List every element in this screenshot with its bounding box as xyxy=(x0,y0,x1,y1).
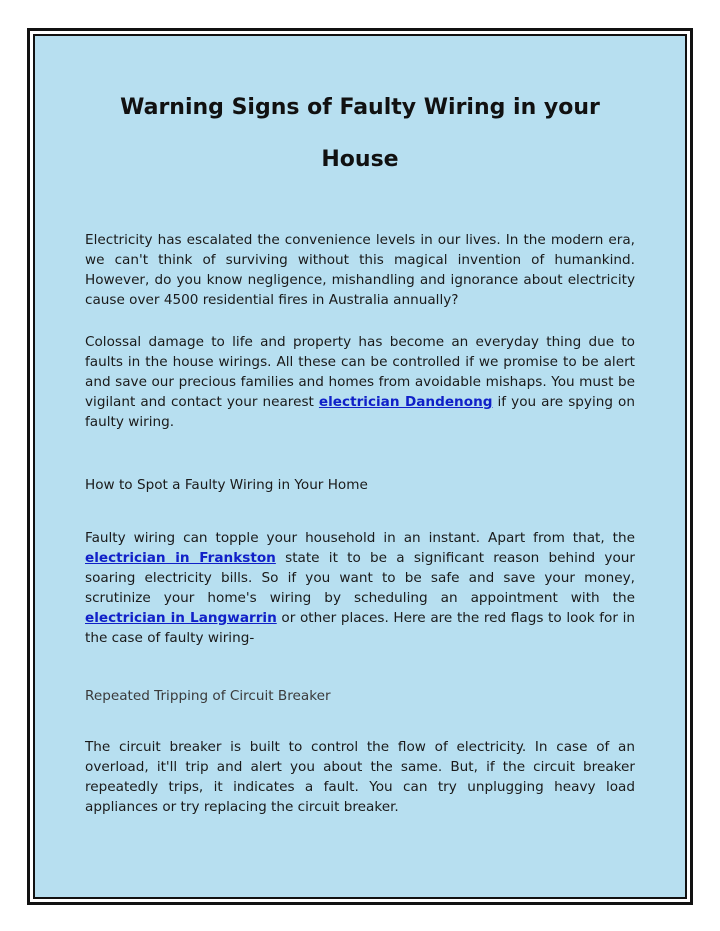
page-title xyxy=(60,82,660,186)
electrician-dandenong-link[interactable]: electrician Dandenong xyxy=(318,394,493,410)
intro-paragraph xyxy=(85,230,635,310)
damage-paragraph-text-after: if you are spying on faulty wiring. xyxy=(85,394,635,430)
section-heading-spot-faulty-wiring: How to Spot a Faulty Wiring in Your Home xyxy=(85,477,368,493)
electrician-langwarrin-link[interactable]: electrician in Langwarrin xyxy=(85,610,277,626)
faulty-wiring-text-before: Faulty wiring can topple your household in an instant. Apart from that, the xyxy=(85,530,635,546)
intro-paragraph-text: Electricity has escalated the convenience levels in our lives. In the modern era, we can't think of surviving without this magical invention of humankind. However, do you know negligence, mishandling and ignorance about electricity cause over 4500 residential fires in Australia annually? xyxy=(85,232,635,308)
page-title-line2: House xyxy=(321,147,399,172)
electrician-frankston-link[interactable]: electrician in Frankston xyxy=(85,550,276,566)
section-heading-circuit-breaker: Repeated Tripping of Circuit Breaker xyxy=(85,688,331,704)
faulty-wiring-text-middle: state it to be a significant reason behind your soaring electricity bills. So if you want to be safe and save your money, scrutinize your home's wiring by scheduling an appointment with the xyxy=(85,550,635,606)
damage-paragraph-text-before: Colossal damage to life and property has become an everyday thing due to faults in the house wirings. All these can be controlled if we promise to be alert and save our precious families and homes from avoidable mishaps. You must be vigilant and contact your nearest xyxy=(85,334,635,410)
faulty-wiring-text-after: or other places. Here are the red flags to look for in the case of faulty wiring- xyxy=(85,610,636,646)
circuit-breaker-paragraph-text: The circuit breaker is built to control the flow of electricity. In case of an overload, it'll trip and alert you about the same. But, if the circuit breaker repeatedly trips, it indicates a fault. You can try unplugging heavy load appliances or try replacing the circuit breaker. xyxy=(85,739,635,815)
circuit-breaker-paragraph xyxy=(85,737,635,817)
page-title-line1: Warning Signs of Faulty Wiring in your xyxy=(120,95,600,120)
faulty-wiring-paragraph xyxy=(85,528,635,648)
damage-paragraph xyxy=(85,332,635,432)
